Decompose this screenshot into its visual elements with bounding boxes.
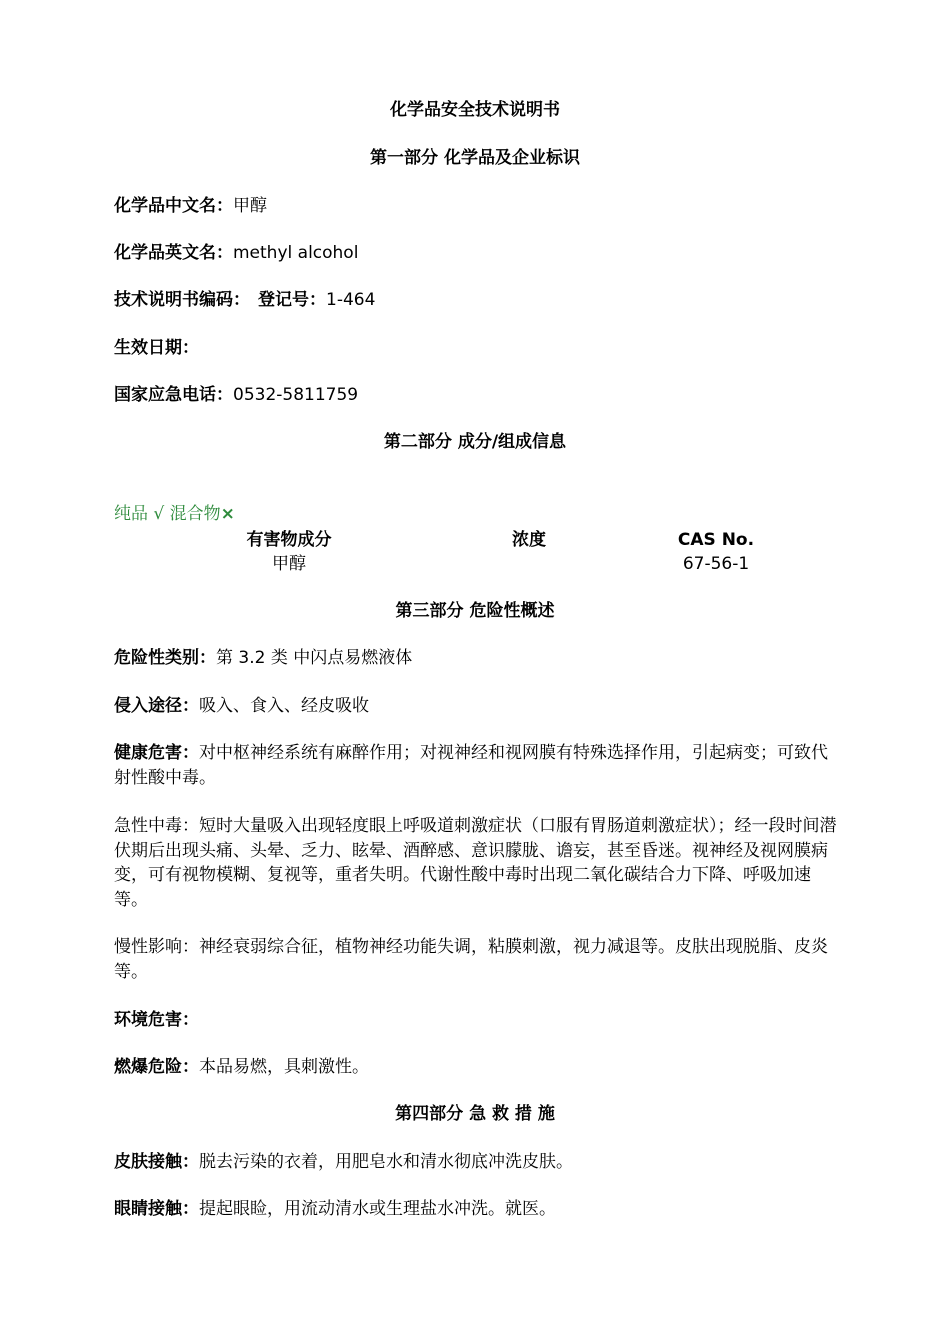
reg-label: 登记号： — [258, 290, 326, 310]
pure-label: 纯品 √ — [114, 504, 170, 524]
skin-label: 皮肤接触： — [114, 1152, 199, 1172]
health-paragraph — [114, 741, 840, 790]
fire-line — [114, 1055, 839, 1080]
cn-name-line — [114, 194, 839, 219]
route-line — [114, 694, 839, 719]
route-label: 侵入途径： — [114, 696, 199, 716]
chronic-paragraph: 慢性影响：神经衰弱综合征，植物神经功能失调，粘膜刺激，视力减退等。皮肤出现脱脂、皮炎等。 — [114, 937, 828, 982]
fire-value: 本品易燃，具刺激性。 — [199, 1057, 369, 1077]
skin-line — [114, 1150, 839, 1175]
en-name-value: methyl alcohol — [233, 243, 359, 263]
reg-value: 1-464 — [326, 290, 376, 310]
part3-heading: 第三部分 危险性概述 — [395, 601, 555, 621]
fire-label: 燃爆危险： — [114, 1057, 199, 1077]
route-value: 吸入、食入、经皮吸收 — [199, 696, 369, 716]
table-header-cas: CAS No. — [677, 530, 755, 550]
eye-label: 眼睛接触： — [114, 1199, 199, 1219]
cn-name-value: 甲醇 — [233, 196, 267, 216]
hazard-class-label: 危险性类别： — [114, 648, 216, 668]
mixture-label: 混合物 — [169, 504, 221, 524]
part4-heading: 第四部分 急 救 措 施 — [395, 1104, 555, 1124]
date-label: 生效日期： — [114, 338, 199, 358]
eye-value: 提起眼睑，用流动清水或生理盐水冲洗。就医。 — [199, 1199, 556, 1219]
acute-paragraph: 急性中毒：短时大量吸入出现轻度眼上呼吸道刺激症状（口服有胃肠道刺激症状）；经一段时间潜伏期后出现头痛、头晕、乏力、眩晕、酒醉感、意识朦胧、谵妄，甚至昏迷。视神经及视网膜病变，可有视物模糊、复视等，重者失明。代谢性酸中毒时出现二氧化碳结合力下降、呼吸加速等。 — [114, 816, 837, 910]
mixture-mark: × — [220, 504, 235, 524]
phone-line — [114, 383, 839, 408]
hazard-class-prefix: 第 — [216, 648, 239, 668]
hazard-class-suffix: 类 中闪点易燃液体 — [265, 648, 413, 668]
skin-value: 脱去污染的衣着，用肥皂水和清水彻底冲洗皮肤。 — [199, 1152, 573, 1172]
code-line — [114, 288, 839, 313]
en-name-line — [114, 241, 839, 266]
phone-value: 0532-5811759 — [233, 385, 359, 405]
health-label: 健康危害： — [114, 743, 199, 763]
health-value: 对中枢神经系统有麻醉作用；对视神经和视网膜有特殊选择作用，引起病变；可致代射性酸中毒。 — [114, 743, 828, 788]
en-name-label: 化学品英文名： — [114, 243, 233, 263]
table-row-component: 甲醇 — [272, 554, 306, 574]
table-header-concentration: 浓度 — [512, 530, 546, 550]
hazard-class-num: 3.2 — [238, 648, 266, 668]
part2-heading: 第二部分 成分/组成信息 — [383, 432, 567, 452]
env-label: 环境危害： — [114, 1010, 199, 1030]
table-row-cas: 67-56-1 — [682, 554, 750, 574]
phone-label: 国家应急电话： — [114, 385, 233, 405]
cn-name-label: 化学品中文名： — [114, 196, 233, 216]
composition-type-line — [114, 502, 839, 527]
part1-heading: 第一部分 化学品及企业标识 — [370, 148, 580, 168]
eye-line — [114, 1197, 839, 1222]
table-header-component: 有害物成分 — [246, 530, 332, 550]
document-title: 化学品安全技术说明书 — [390, 100, 560, 120]
code-label: 技术说明书编码： — [114, 290, 250, 310]
hazard-class-line — [114, 646, 839, 671]
